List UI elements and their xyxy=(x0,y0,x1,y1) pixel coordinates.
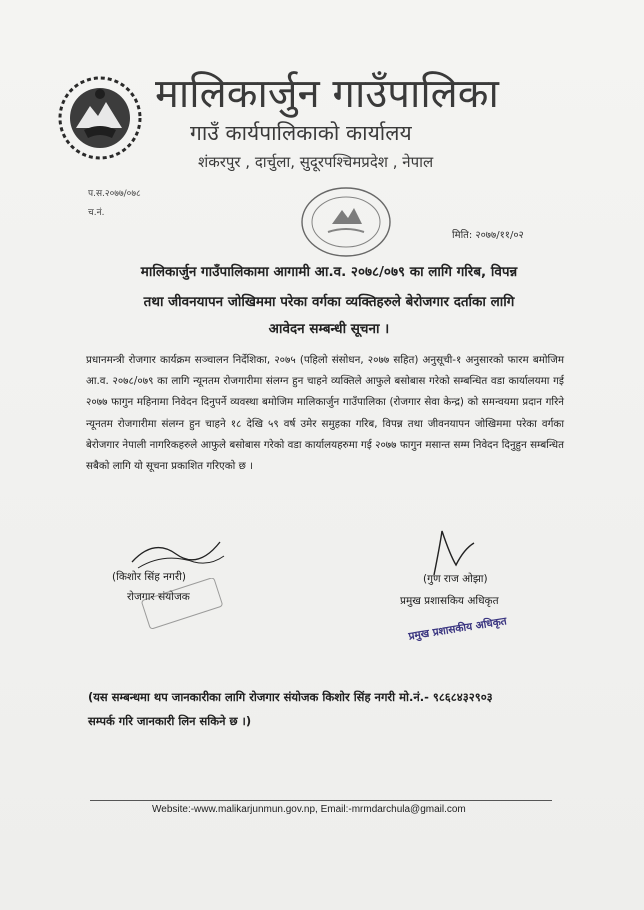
subject-line-3: आवेदन सम्बन्धी सूचना । xyxy=(268,321,390,337)
reference-number: प.स.२०७७/०७८ xyxy=(88,189,141,199)
right-signatory-name: (गुण राज ओझा) xyxy=(423,573,488,585)
notice-date: मिति: २०७७/११/०२ xyxy=(452,230,524,241)
office-address: शंकरपुर , दार्चुला, सुदूरपश्चिमप्रदेश , नेपाल xyxy=(198,153,434,171)
subject-line-1: मालिकार्जुन गाउँपालिकामा आगामी आ.व. २०७८/०७९ का लागि गरिब, विपन्न xyxy=(140,264,518,280)
footer-divider xyxy=(90,800,552,801)
left-signatory-name: (किशोर सिंह नगरी) xyxy=(112,571,186,583)
right-seal-stamp: प्रमुख प्रशासकीय अधिकृत xyxy=(407,615,508,643)
left-signatory-role: रोजगार संयोजक xyxy=(127,591,190,603)
dispatch-number: च.नं. xyxy=(88,208,105,218)
contact-footnote xyxy=(88,685,568,733)
footnote-line-1: (यस सम्बन्धमा थप जानकारीका लागि रोजगार संयोजक किशोर सिंह नगरी मो.नं.- ९८६८४३२९०३ xyxy=(88,690,493,704)
subject-line-2: तथा जीवनयापन जोखिममा परेका वर्गका व्यक्तिहरुले बेरोजगार दर्ताका लागि xyxy=(143,294,515,310)
nepal-emblem-icon xyxy=(54,72,146,164)
right-signatory-role: प्रमुख प्रशासकिय अधिकृत xyxy=(400,595,499,607)
left-seal-icon xyxy=(138,578,228,636)
notice-body: प्रधानमन्त्री रोजगार कार्यक्रम सञ्चालन निर्देशिका, २०७५ (पहिलो संसोधन, २०७७ सहित) अनुसूची-१ अनुसारको फारम बमोजिम आ.व. २०७८/०७९ का लागि न्यूनतम रोजगारीमा संलग्न हुन चाहने व्यक्तिले आफुले बसोबास गरेको सम्बन्धित वडा कार्यालयमा गई २०७७ फागुन महिनामा निवेदन दिनुपर्ने व्यवस्था बमोजिम मालिकार्जुन गाउँपालिका (रोजगार सेवा केन्द्र) को समन्वयमा प्रदान गरिने न्यूनतम रोजगारीमा संलग्न हुन चाहने १८ देखि ५९ वर्ष उमेर समुहका गरिब, विपन्न तथा जीवनयापन जोखिममा परेका वर्गका बेरोजगार नेपाली नागरिकहरुले आफुले बसोबास गरेको वडा कार्यालयहरुमा गई २०७७ फागुन मसान्त सम्म निवेदन दिनुहुन सम्बन्धित सबैको लागि यो सूचना प्रकाशित गरिएको छ । xyxy=(86,354,564,473)
footer-website-email: Website:-www.malikarjunmun.gov.np, Email:-mrmdarchula@gmail.com xyxy=(152,804,466,815)
office-name: गाउँ कार्यपालिकाको कार्यालय xyxy=(190,121,412,145)
office-stamp-icon xyxy=(298,182,394,262)
footnote-line-2: सम्पर्क गरि जानकारी लिन सकिने छ ।) xyxy=(88,714,252,728)
org-name: मालिकार्जुन गाउँपालिका xyxy=(155,71,499,117)
